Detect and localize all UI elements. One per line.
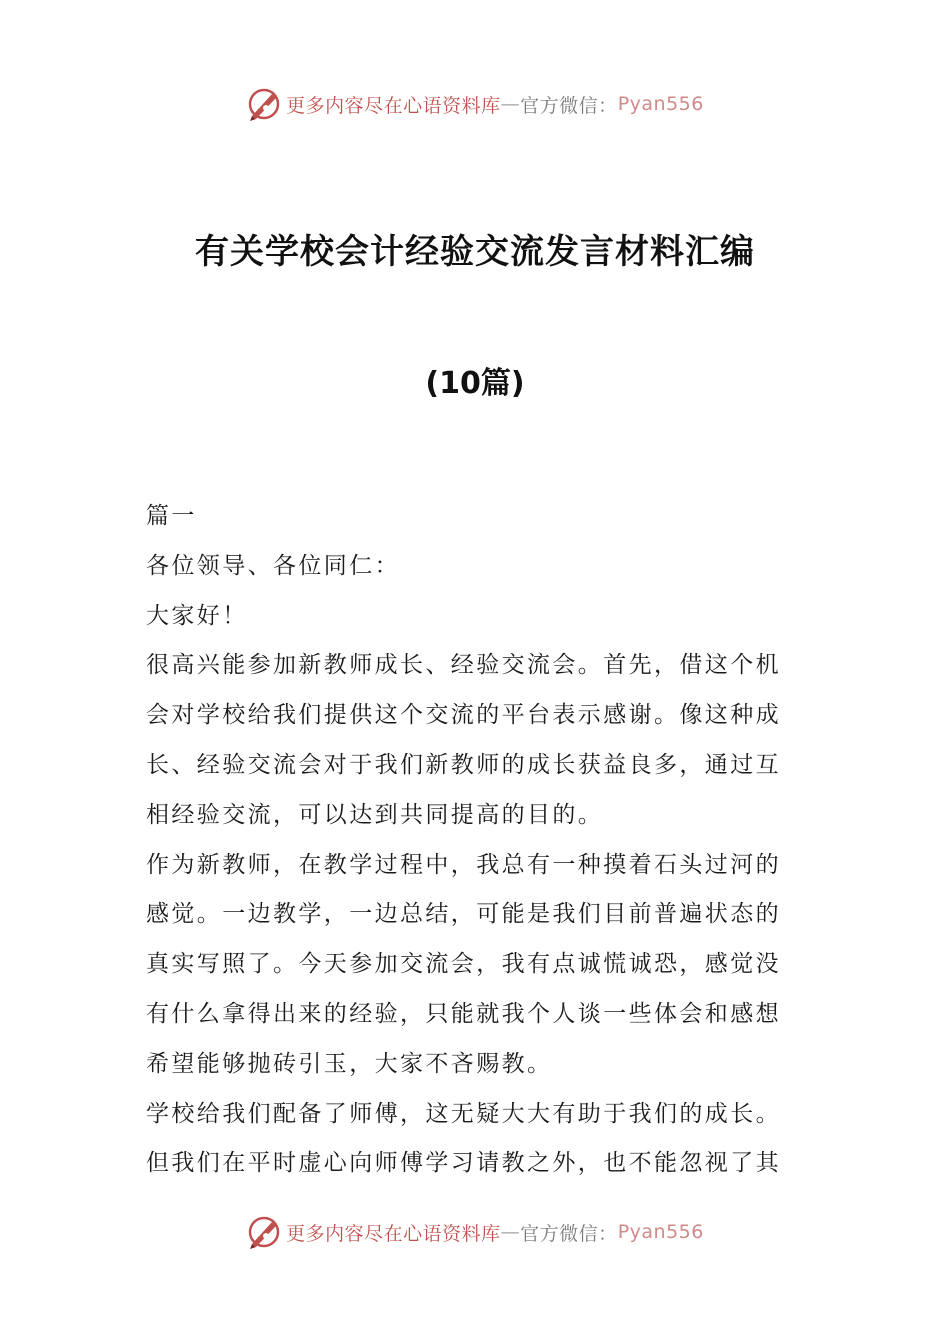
banner-dash: —: [500, 1221, 521, 1243]
text-line: 希望能够抛砖引玉，大家不吝赐教。: [146, 1050, 553, 1077]
banner-wechat-id: Pyan556: [617, 1221, 704, 1243]
text-line: 作为新教师，在教学过程中，我总有一种摸着石头过河的: [146, 851, 781, 878]
text-line: 篇一: [146, 503, 197, 529]
text-line: 会对学校给我们提供这个交流的平台表示感谢。像这种成: [146, 702, 781, 729]
text-line: 感觉。一边教学，一边总结，可能是我们目前普遍状态的: [146, 901, 781, 928]
banner-dash: —: [500, 93, 521, 115]
banner-contact-label: 官方微信：: [520, 1222, 618, 1245]
document-subtitle: (10篇): [425, 366, 525, 401]
text-line: 相经验交流，可以达到共同提高的目的。: [146, 801, 604, 828]
document-body: [146, 492, 806, 1189]
banner-wechat-id: Pyan556: [617, 93, 704, 115]
document-title: 有关学校会计经验交流发言材料汇编: [195, 232, 755, 272]
text-line: 有什么拿得出来的经验，只能就我个人谈一些体会和感想: [146, 1000, 781, 1027]
banner-contact-label: 官方微信：: [520, 94, 618, 117]
text-line: 学校给我们配备了师傅，这无疑大大有助于我们的成长。: [146, 1100, 781, 1127]
header-banner: [0, 84, 950, 124]
text-line: 大家好！: [146, 602, 248, 629]
text-line: 各位领导、各位同仁：: [146, 552, 400, 579]
pen-logo-icon: [246, 86, 282, 122]
banner-brand: 更多内容尽在心语资料库: [286, 94, 501, 117]
banner-brand: 更多内容尽在心语资料库: [286, 1222, 501, 1245]
text-line: 真实写照了。今天参加交流会，我有点诚慌诚恐，感觉没: [146, 951, 781, 978]
text-line: 但我们在平时虚心向师傅学习请教之外，也不能忽视了其: [146, 1150, 781, 1177]
text-line: 很高兴能参加新教师成长、经验交流会。首先，借这个机: [146, 652, 781, 679]
text-line: 长、经验交流会对于我们新教师的成长获益良多，通过互: [146, 751, 781, 778]
footer-banner: [0, 1212, 950, 1252]
pen-logo-icon: [246, 1214, 282, 1250]
